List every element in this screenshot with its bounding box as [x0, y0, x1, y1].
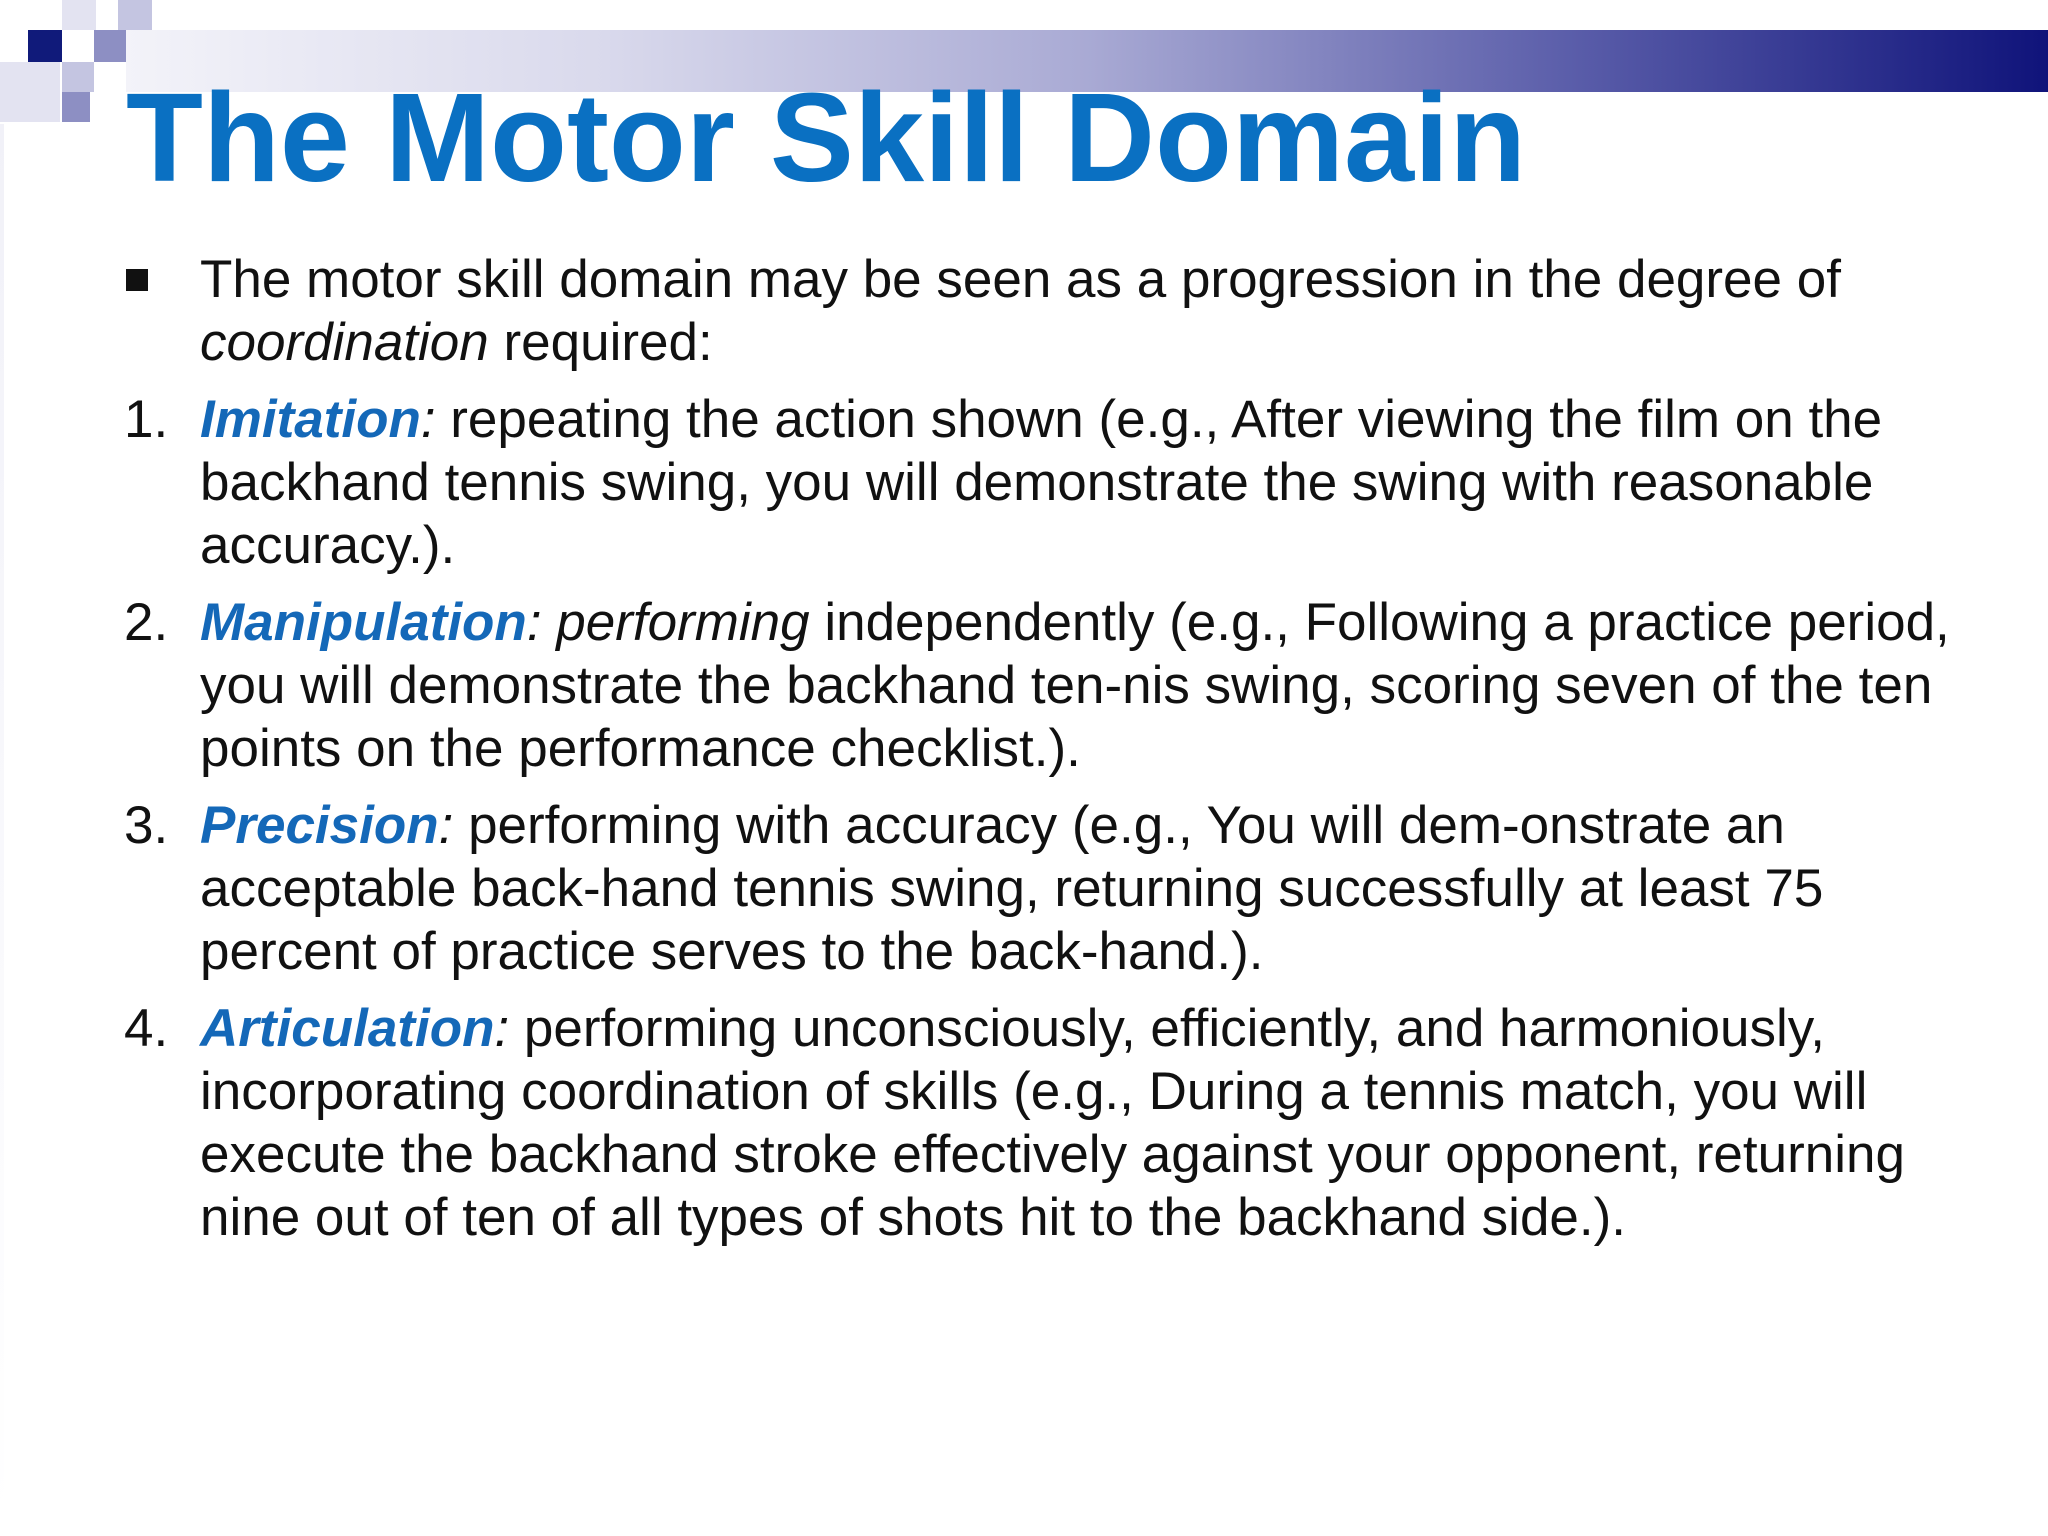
item-description: repeating the action shown (e.g., After viewing the film on the backhand tennis swing, you will demonstrate the swing with reasonable accuracy.). [200, 390, 1883, 575]
item-number: 3. [124, 796, 169, 855]
item-lead-emphasis: performing [541, 593, 810, 652]
item-number: 1. [124, 390, 169, 449]
decor-square-light [118, 0, 152, 30]
slide-title: The Motor Skill Domain [126, 67, 1527, 208]
item-number: 2. [124, 593, 169, 652]
item-number: 4. [124, 999, 169, 1058]
item-term: Imitation [200, 390, 421, 449]
item-term: Articulation [200, 999, 495, 1058]
intro-text-end: required: [488, 313, 713, 372]
list-item-manipulation [0, 591, 2048, 780]
square-bullet-icon [126, 269, 148, 291]
item-term: Manipulation [200, 593, 527, 652]
list-item-precision [0, 794, 2048, 983]
decor-square-pale [0, 62, 60, 122]
list-item-articulation [0, 997, 2048, 1249]
decor-square-mid [94, 30, 126, 62]
intro-bullet [0, 248, 2048, 374]
item-separator: : [526, 593, 542, 652]
item-description: performing with accuracy (e.g., You will dem-onstrate an acceptable back-hand tennis swing, returning successfully at least 75 percent of practice serves to the back-hand.). [200, 796, 1824, 981]
item-description: independently (e.g., Following a practice period, you will demonstrate the backhand ten-nis swing, scoring seven of the ten points on the performance checklist.). [200, 593, 1950, 778]
slide-body [0, 248, 2048, 1263]
item-term: Precision [200, 796, 439, 855]
item-separator: : [438, 796, 454, 855]
decor-square-mid [62, 92, 90, 122]
intro-text: The motor skill domain may be seen as a progression in the degree of [200, 250, 1841, 309]
list-item-imitation [0, 388, 2048, 577]
decor-square-dark [28, 30, 62, 62]
decor-square-light [62, 62, 94, 92]
decor-square-pale [62, 0, 96, 30]
item-separator: : [420, 390, 436, 449]
intro-emphasis: coordination [200, 313, 489, 372]
item-description: performing unconsciously, efficiently, and harmoniously, incorporating coordination of skills (e.g., During a tennis match, you will execute the backhand stroke effectively against your opponent, returning nine out of ten of all types of shots hit to the backhand side.). [200, 999, 1905, 1247]
item-separator: : [494, 999, 510, 1058]
